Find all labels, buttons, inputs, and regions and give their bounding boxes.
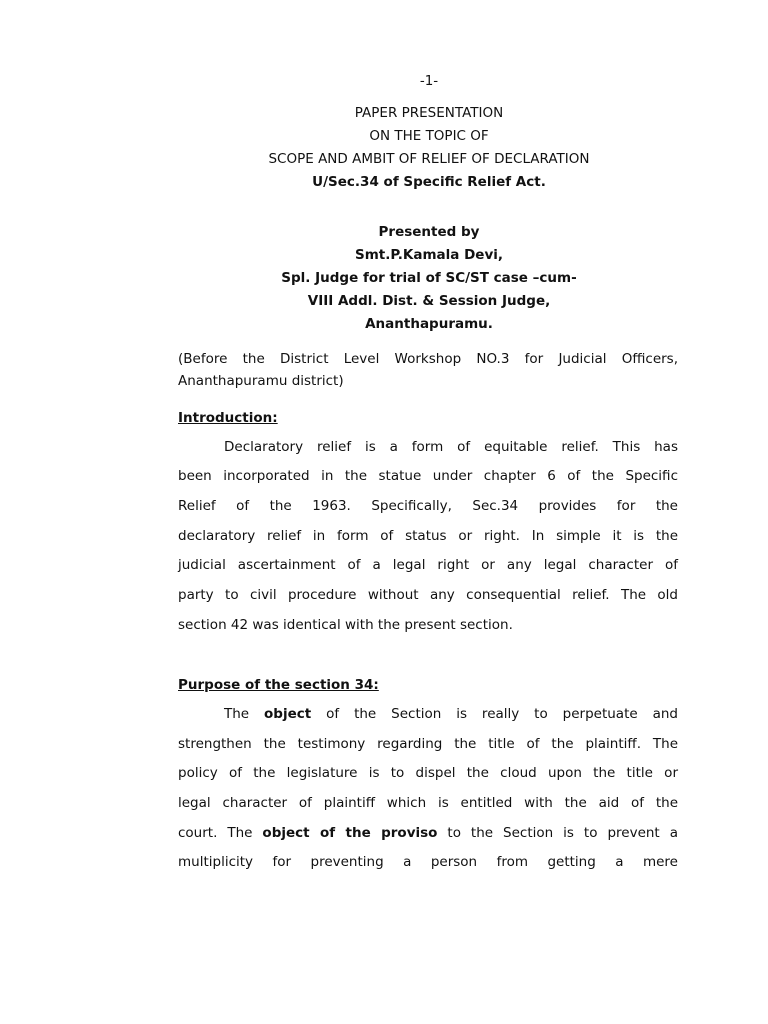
- introduction-heading: Introduction:: [178, 410, 278, 426]
- intro-line-6: party to civil procedure without any consequential relief. The old: [178, 587, 678, 603]
- intro-line-7: section 42 was identical with the present section.: [178, 617, 513, 633]
- title-line-1: PAPER PRESENTATION: [354, 105, 504, 121]
- purpose-line-6: multiplicity for preventing a person from getting a mere: [178, 854, 678, 870]
- presenter-name: Smt.P.Kamala Devi,: [354, 247, 504, 263]
- context-line-1: (Before the District Level Workshop NO.3 for Judicial Officers,: [178, 351, 678, 367]
- presenter-place: Ananthapuramu.: [365, 316, 493, 332]
- intro-line-1: Declaratory relief is a form of equitable relief. This has: [224, 439, 678, 455]
- title-line-4: U/Sec.34 of Specific Relief Act.: [312, 174, 546, 190]
- purpose-line-3: policy of the legislature is to dispel the cloud upon the title or: [178, 765, 678, 781]
- page-number: -1-: [419, 73, 439, 89]
- title-line-3: SCOPE AND AMBIT OF RELIEF OF DECLARATION: [268, 151, 590, 167]
- intro-line-5: judicial ascertainment of a legal right or any legal character of: [178, 557, 678, 573]
- intro-line-4: declaratory relief in form of status or right. In simple it is the: [178, 528, 678, 544]
- purpose-line-2: strengthen the testimony regarding the title of the plaintiff. The: [178, 736, 678, 752]
- intro-line-3: Relief of the 1963. Specifically, Sec.34 provides for the: [178, 498, 678, 514]
- purpose-line-1: The object of the Section is really to perpetuate and: [224, 706, 678, 722]
- presenter-designation-2: VIII Addl. Dist. & Session Judge,: [307, 293, 551, 309]
- presenter-designation-1: Spl. Judge for trial of SC/ST case –cum-: [281, 270, 577, 286]
- context-line-2: Ananthapuramu district): [178, 373, 344, 389]
- presenter-line-1: Presented by: [378, 224, 480, 240]
- intro-line-2: been incorporated in the statue under chapter 6 of the Specific: [178, 468, 678, 484]
- purpose-line-4: legal character of plaintiff which is entitled with the aid of the: [178, 795, 678, 811]
- purpose-line-5: court. The object of the proviso to the Section is to prevent a: [178, 825, 678, 841]
- title-line-2: ON THE TOPIC OF: [369, 128, 489, 144]
- purpose-heading: Purpose of the section 34:: [178, 677, 379, 693]
